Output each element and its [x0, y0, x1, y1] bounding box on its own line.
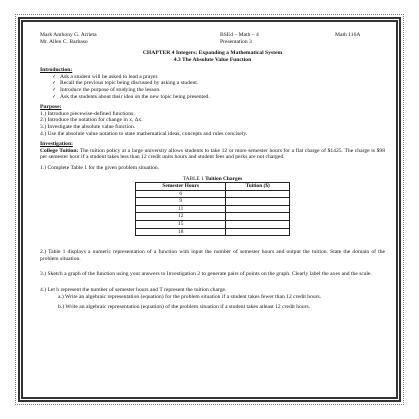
- table-row: 15: [136, 221, 290, 229]
- question-4a: a.) Write an algebraic representation (equation) for the problem situation if a student takes fewer than 12 credit hours.: [58, 293, 322, 300]
- table-row: 11: [136, 205, 290, 213]
- question-3: 3.) Sketch a graph of the function using your answers to Investigation 2 to generate pairs of points on the graph. Clearly label the axes and the scale.: [40, 271, 372, 278]
- tuition-cell[interactable]: [226, 198, 290, 206]
- document-body: [40, 32, 385, 311]
- table-caption: TABLE 1 Tuition Charges: [182, 175, 243, 182]
- instructor-name: Mr. Allen C. Barbaso: [40, 39, 88, 45]
- checkmark-icon: ✓: [52, 86, 57, 93]
- tuition-label: College Tuition:: [40, 147, 79, 154]
- course-code: BSEd – Math – 4: [220, 32, 259, 38]
- list-item: ✓ Recall the previous topic being discussed by asking a student.: [52, 80, 199, 87]
- list-item: ✓ Ask a student will be asked to lead a prayer.: [52, 73, 159, 80]
- purpose-heading: Purpose:: [40, 104, 62, 111]
- question-1: 1.) Complete Table 1 for the given problem situation.: [40, 164, 160, 171]
- chapter-title: CHAPTER 4 Integers: Expanding a Mathematical System: [142, 50, 283, 56]
- tuition-cell[interactable]: [226, 213, 290, 221]
- table-row: 18: [136, 228, 290, 236]
- purpose-list: [40, 111, 385, 137]
- column-header: Semester Hours: [136, 183, 226, 191]
- document-header: [40, 32, 385, 46]
- checkmark-icon: ✓: [52, 80, 57, 87]
- author-name: Mark Anthony G. Arrieta: [40, 32, 97, 38]
- question-4b: b.) Write an algebraic representation (equation) of the problem situation if a student takes atleast 12 credit hours.: [58, 304, 311, 311]
- introduction-heading: Introduction:: [40, 67, 73, 74]
- question-2: 2.) Table 1 displays a numeric representation of a function with input the number of semester hours and output the tuition. State the domain of the problem situation.: [40, 249, 385, 262]
- tuition-cell[interactable]: [226, 228, 290, 236]
- list-item: 4.) Use the absolute value notation to state mathematical ideas, concepts and rules concisely.: [40, 130, 248, 137]
- checkmark-icon: ✓: [52, 73, 57, 80]
- tuition-text: The tuition policy at a large university allows students to take 12 or more semester hours for a flat charge of $1425. The charge is $98 per semester hour if a student takes less than 12 credit units hours and student fees and perks are not charged.: [40, 147, 385, 161]
- investigation-heading: Investigation:: [40, 141, 73, 148]
- list-item: 2.) Introduce the notation for change in x, Δx.: [40, 117, 143, 124]
- table-row: 9: [136, 198, 290, 206]
- list-item: ✓ Ask the students about their idea on the new topic being presented.: [52, 93, 210, 100]
- document-page: [18, 17, 401, 402]
- tuition-table: [135, 182, 290, 236]
- table-row: 6: [136, 190, 290, 198]
- tuition-paragraph: [40, 148, 385, 161]
- checkmark-icon: ✓: [52, 93, 57, 100]
- question-4: 4.) Let h represent the number of semester hours and T represent the tuition charge.: [40, 287, 227, 294]
- column-header: Tuition ($): [226, 183, 290, 191]
- introduction-list: [40, 74, 385, 100]
- presentation-number: Presentation 3: [220, 39, 252, 45]
- section-title: 4.3 The Absolute Value Function: [173, 56, 252, 63]
- tuition-cell[interactable]: [226, 190, 290, 198]
- table-row: 12: [136, 213, 290, 221]
- list-item: 1.) Introduce piecewise-defined functions.: [40, 110, 135, 117]
- subject-code: Math 116A: [335, 32, 361, 38]
- list-item: ✓ Introduce the purpose of studying the lesson.: [52, 86, 161, 93]
- tuition-cell[interactable]: [226, 221, 290, 229]
- list-item: 3.) Investigate the absolute value function.: [40, 123, 136, 130]
- tuition-cell[interactable]: [226, 205, 290, 213]
